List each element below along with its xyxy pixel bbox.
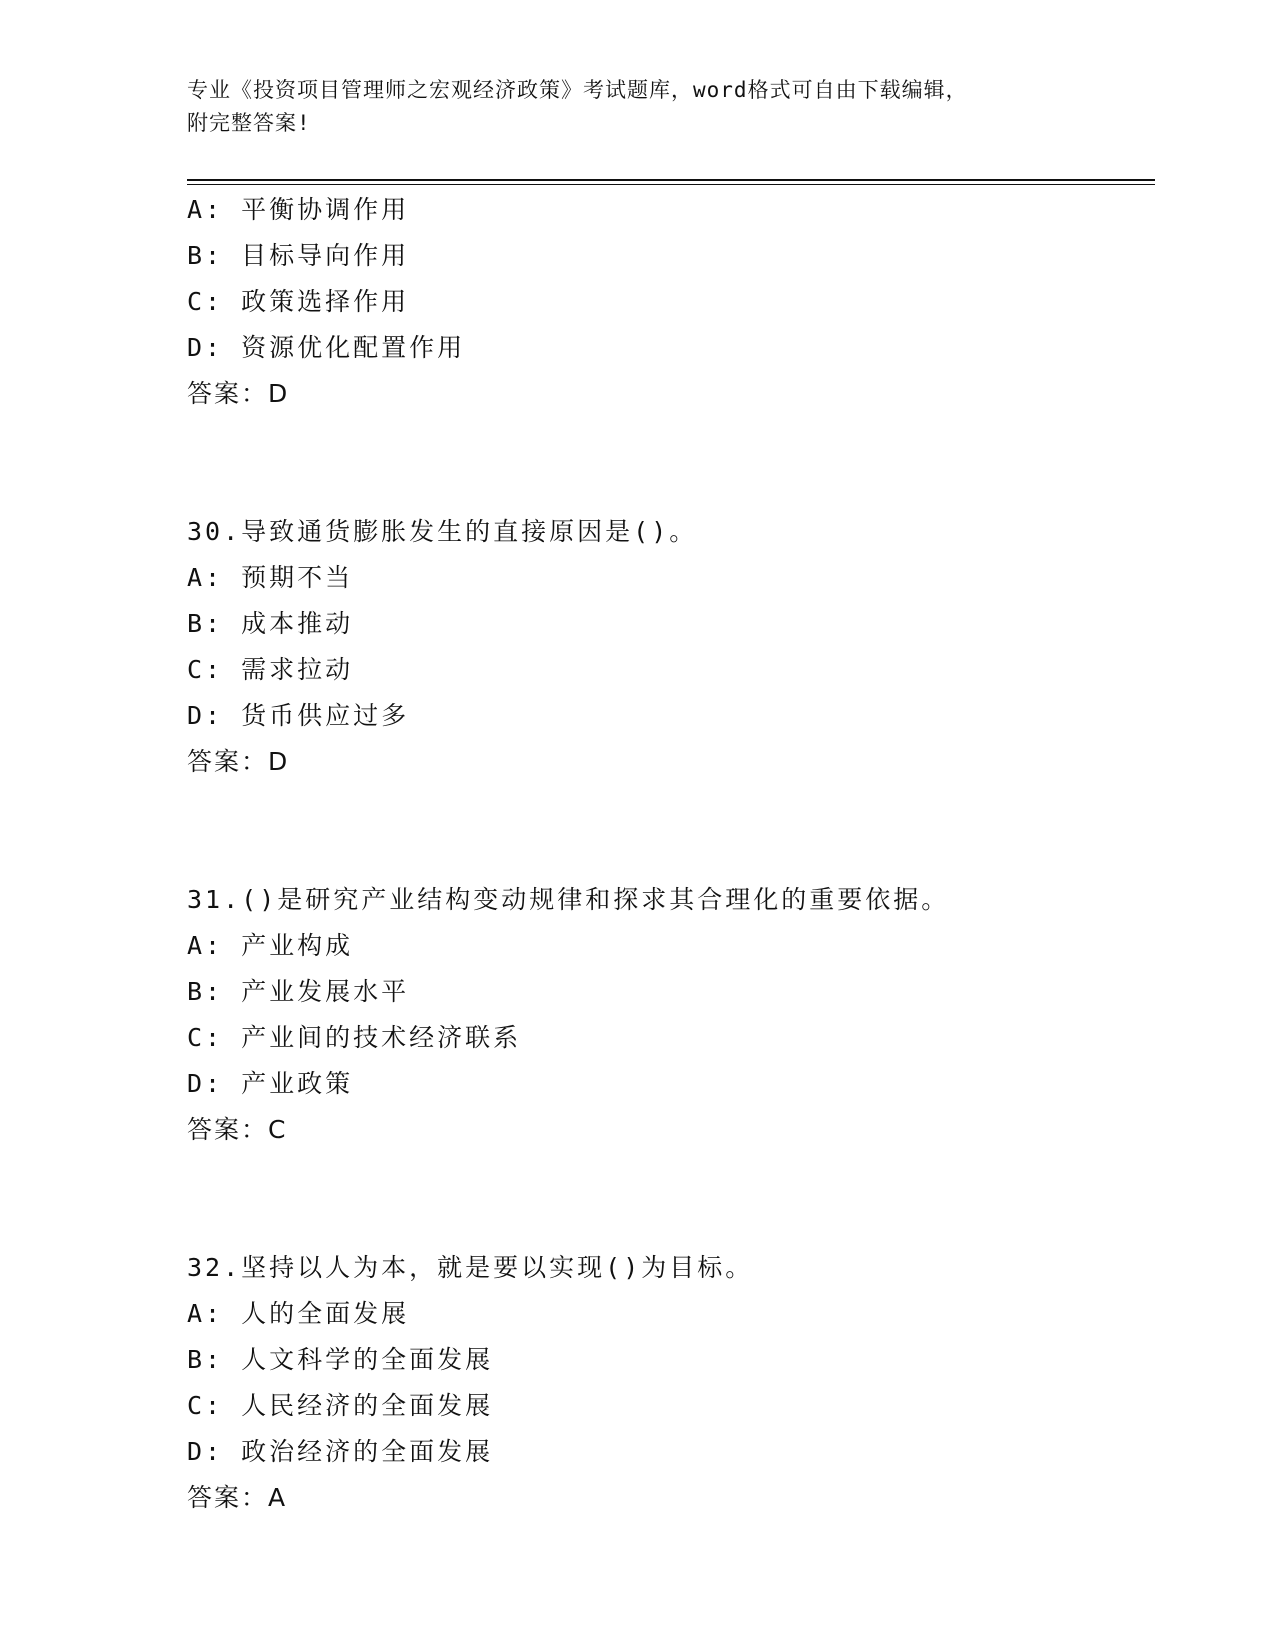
document-header (187, 74, 1087, 140)
question-32 (187, 1245, 1155, 1521)
option-d: D: 资源优化配置作用 (187, 333, 466, 362)
question-list (187, 187, 1155, 1521)
header-divider-thick (187, 179, 1155, 181)
answer: 答案：C (187, 1115, 288, 1144)
option-d: D: 产业政策 (187, 1069, 354, 1098)
answer: 答案：D (187, 379, 290, 408)
option-b: B: 人文科学的全面发展 (187, 1345, 494, 1374)
option-a: A: 人的全面发展 (187, 1299, 410, 1328)
question-31 (187, 877, 1155, 1153)
question-30 (187, 509, 1155, 785)
header-line-1: 专业《投资项目管理师之宏观经济政策》考试题库，word格式可自由下载编辑， (187, 78, 968, 102)
option-d: D: 政治经济的全面发展 (187, 1437, 494, 1466)
answer: 答案：D (187, 747, 290, 776)
option-c: C: 人民经济的全面发展 (187, 1391, 494, 1420)
header-line-2: 附完整答案! (187, 111, 311, 135)
option-a: A: 预期不当 (187, 563, 354, 592)
option-a: A: 平衡协调作用 (187, 195, 410, 224)
header-divider-thin (187, 184, 1155, 185)
question-stem: 31.()是研究产业结构变动规律和探求其合理化的重要依据。 (187, 885, 950, 914)
question-stem: 30.导致通货膨胀发生的直接原因是()。 (187, 517, 698, 546)
option-c: C: 产业间的技术经济联系 (187, 1023, 522, 1052)
answer: 答案：A (187, 1483, 288, 1512)
question-stem: 32.坚持以人为本，就是要以实现()为目标。 (187, 1253, 754, 1282)
option-d: D: 货币供应过多 (187, 701, 410, 730)
question-29-continued (187, 187, 1155, 417)
option-b: B: 成本推动 (187, 609, 354, 638)
option-c: C: 政策选择作用 (187, 287, 410, 316)
option-c: C: 需求拉动 (187, 655, 354, 684)
option-b: B: 产业发展水平 (187, 977, 410, 1006)
option-a: A: 产业构成 (187, 931, 354, 960)
option-b: B: 目标导向作用 (187, 241, 410, 270)
